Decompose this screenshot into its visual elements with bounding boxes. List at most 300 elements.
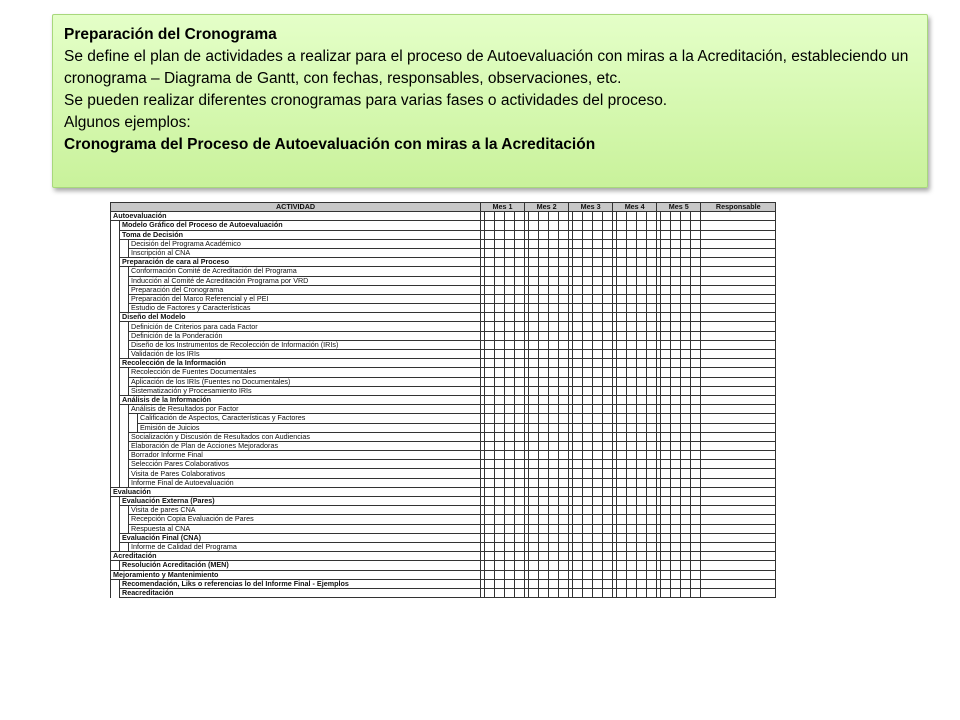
activity-row bbox=[111, 285, 776, 294]
week-cell bbox=[627, 377, 637, 386]
indent-cell bbox=[111, 542, 120, 551]
week-cell bbox=[495, 524, 505, 533]
week-cell bbox=[691, 524, 701, 533]
week-cell bbox=[529, 405, 539, 414]
week-cell bbox=[515, 230, 525, 239]
week-cell bbox=[637, 506, 647, 515]
week-cell bbox=[681, 451, 691, 460]
phases-paragraph: Se pueden realizar diferentes cronogramas para varias fases o actividades del proceso. bbox=[64, 92, 668, 109]
week-cell bbox=[593, 524, 603, 533]
week-cell bbox=[515, 368, 525, 377]
week-cell bbox=[627, 212, 637, 221]
week-cell bbox=[647, 258, 657, 267]
week-cell bbox=[627, 552, 637, 561]
week-cell bbox=[603, 423, 613, 432]
week-cell bbox=[593, 340, 603, 349]
activity-name: Inducción al Comité de Acreditación Programa por VRD bbox=[129, 276, 481, 285]
week-cell bbox=[691, 267, 701, 276]
week-cell bbox=[549, 588, 559, 597]
week-cell bbox=[637, 276, 647, 285]
indent-cell bbox=[111, 441, 120, 450]
week-cell bbox=[603, 570, 613, 579]
week-cell bbox=[681, 313, 691, 322]
week-cell bbox=[691, 497, 701, 506]
week-cell bbox=[495, 487, 505, 496]
activity-row bbox=[111, 276, 776, 285]
week-cell bbox=[593, 414, 603, 423]
week-cell bbox=[495, 533, 505, 542]
week-cell bbox=[647, 506, 657, 515]
week-cell bbox=[617, 359, 627, 368]
week-cell bbox=[559, 258, 569, 267]
week-cell bbox=[627, 487, 637, 496]
week-cell bbox=[573, 276, 583, 285]
week-cell bbox=[583, 239, 593, 248]
week-cell bbox=[617, 350, 627, 359]
week-cell bbox=[529, 561, 539, 570]
week-cell bbox=[637, 212, 647, 221]
week-cell bbox=[627, 451, 637, 460]
week-cell bbox=[515, 285, 525, 294]
week-cell bbox=[485, 313, 495, 322]
week-cell bbox=[691, 579, 701, 588]
week-cell bbox=[637, 322, 647, 331]
week-cell bbox=[627, 221, 637, 230]
week-cell bbox=[583, 570, 593, 579]
week-cell bbox=[529, 267, 539, 276]
week-cell bbox=[583, 432, 593, 441]
week-cell bbox=[573, 542, 583, 551]
week-cell bbox=[617, 313, 627, 322]
week-cell bbox=[495, 258, 505, 267]
week-cell bbox=[593, 432, 603, 441]
week-cell bbox=[505, 524, 515, 533]
gantt-table bbox=[110, 202, 776, 598]
month-header: Mes 2 bbox=[525, 203, 569, 212]
week-cell bbox=[505, 267, 515, 276]
week-cell bbox=[647, 460, 657, 469]
week-cell bbox=[485, 285, 495, 294]
week-cell bbox=[583, 340, 593, 349]
week-cell bbox=[627, 506, 637, 515]
week-cell bbox=[515, 359, 525, 368]
week-cell bbox=[617, 258, 627, 267]
week-cell bbox=[505, 212, 515, 221]
week-cell bbox=[583, 294, 593, 303]
week-cell bbox=[593, 230, 603, 239]
week-cell bbox=[661, 239, 671, 248]
week-cell bbox=[647, 552, 657, 561]
week-cell bbox=[681, 230, 691, 239]
activity-name: Preparación de cara al Proceso bbox=[120, 258, 481, 267]
activity-row bbox=[111, 451, 776, 460]
week-cell bbox=[661, 432, 671, 441]
week-cell bbox=[671, 285, 681, 294]
week-cell bbox=[583, 350, 593, 359]
week-cell bbox=[603, 588, 613, 597]
week-cell bbox=[583, 377, 593, 386]
week-cell bbox=[617, 497, 627, 506]
week-cell bbox=[539, 570, 549, 579]
responsible-cell bbox=[701, 460, 776, 469]
week-cell bbox=[573, 212, 583, 221]
responsible-cell bbox=[701, 588, 776, 597]
week-cell bbox=[603, 368, 613, 377]
week-cell bbox=[603, 533, 613, 542]
week-cell bbox=[637, 368, 647, 377]
week-cell bbox=[691, 460, 701, 469]
week-cell bbox=[681, 359, 691, 368]
week-cell bbox=[671, 451, 681, 460]
week-cell bbox=[485, 258, 495, 267]
week-cell bbox=[681, 350, 691, 359]
week-cell bbox=[691, 469, 701, 478]
week-cell bbox=[529, 294, 539, 303]
week-cell bbox=[529, 588, 539, 597]
week-cell bbox=[617, 441, 627, 450]
week-cell bbox=[661, 441, 671, 450]
week-cell bbox=[539, 221, 549, 230]
activity-row bbox=[111, 340, 776, 349]
week-cell bbox=[485, 221, 495, 230]
week-cell bbox=[637, 579, 647, 588]
week-cell bbox=[495, 340, 505, 349]
indent-cell bbox=[111, 267, 120, 276]
week-cell bbox=[515, 212, 525, 221]
week-cell bbox=[617, 460, 627, 469]
week-cell bbox=[691, 515, 701, 524]
week-cell bbox=[573, 359, 583, 368]
week-cell bbox=[691, 285, 701, 294]
week-cell bbox=[647, 469, 657, 478]
week-cell bbox=[661, 313, 671, 322]
week-cell bbox=[627, 285, 637, 294]
activity-row bbox=[111, 331, 776, 340]
week-cell bbox=[505, 423, 515, 432]
week-cell bbox=[617, 285, 627, 294]
indent-cell bbox=[120, 350, 129, 359]
week-cell bbox=[529, 230, 539, 239]
week-cell bbox=[515, 248, 525, 257]
week-cell bbox=[691, 294, 701, 303]
indent-cell bbox=[120, 304, 129, 313]
week-cell bbox=[559, 230, 569, 239]
week-cell bbox=[559, 497, 569, 506]
week-cell bbox=[627, 524, 637, 533]
indent-cell bbox=[120, 432, 129, 441]
week-cell bbox=[539, 294, 549, 303]
week-cell bbox=[539, 267, 549, 276]
week-cell bbox=[495, 552, 505, 561]
indent-cell bbox=[120, 368, 129, 377]
week-cell bbox=[647, 248, 657, 257]
indent-cell bbox=[111, 395, 120, 404]
week-cell bbox=[603, 506, 613, 515]
week-cell bbox=[661, 258, 671, 267]
activity-row bbox=[111, 506, 776, 515]
week-cell bbox=[603, 239, 613, 248]
week-cell bbox=[681, 285, 691, 294]
activity-row bbox=[111, 313, 776, 322]
week-cell bbox=[661, 533, 671, 542]
week-cell bbox=[661, 506, 671, 515]
indent-cell bbox=[111, 221, 120, 230]
week-cell bbox=[671, 340, 681, 349]
week-cell bbox=[617, 294, 627, 303]
indent-cell bbox=[111, 506, 120, 515]
week-cell bbox=[593, 561, 603, 570]
week-cell bbox=[681, 588, 691, 597]
week-cell bbox=[671, 497, 681, 506]
indent-cell bbox=[120, 331, 129, 340]
week-cell bbox=[549, 304, 559, 313]
week-cell bbox=[559, 405, 569, 414]
indent-cell bbox=[120, 285, 129, 294]
week-cell bbox=[559, 221, 569, 230]
week-cell bbox=[671, 506, 681, 515]
week-cell bbox=[617, 304, 627, 313]
week-cell bbox=[529, 515, 539, 524]
week-cell bbox=[603, 267, 613, 276]
week-cell bbox=[661, 221, 671, 230]
week-cell bbox=[637, 432, 647, 441]
week-cell bbox=[681, 239, 691, 248]
week-cell bbox=[603, 386, 613, 395]
week-cell bbox=[573, 313, 583, 322]
week-cell bbox=[529, 276, 539, 285]
week-cell bbox=[617, 487, 627, 496]
week-cell bbox=[647, 359, 657, 368]
week-cell bbox=[593, 469, 603, 478]
week-cell bbox=[495, 570, 505, 579]
week-cell bbox=[671, 331, 681, 340]
indent-cell bbox=[120, 478, 129, 487]
week-cell bbox=[647, 423, 657, 432]
week-cell bbox=[529, 386, 539, 395]
activity-name: Definición de Criterios para cada Factor bbox=[129, 322, 481, 331]
activity-row bbox=[111, 441, 776, 450]
week-cell bbox=[539, 588, 549, 597]
week-cell bbox=[617, 414, 627, 423]
week-cell bbox=[671, 212, 681, 221]
week-cell bbox=[505, 542, 515, 551]
week-cell bbox=[515, 340, 525, 349]
activity-name: Calificación de Aspectos, Características y Factores bbox=[138, 414, 481, 423]
week-cell bbox=[573, 478, 583, 487]
week-cell bbox=[485, 579, 495, 588]
week-cell bbox=[515, 552, 525, 561]
week-cell bbox=[549, 248, 559, 257]
week-cell bbox=[637, 460, 647, 469]
week-cell bbox=[637, 561, 647, 570]
responsible-cell bbox=[701, 304, 776, 313]
week-cell bbox=[529, 414, 539, 423]
week-cell bbox=[505, 350, 515, 359]
week-cell bbox=[583, 368, 593, 377]
week-cell bbox=[691, 322, 701, 331]
responsible-cell bbox=[701, 331, 776, 340]
week-cell bbox=[681, 212, 691, 221]
week-cell bbox=[671, 469, 681, 478]
week-cell bbox=[603, 359, 613, 368]
week-cell bbox=[529, 469, 539, 478]
week-cell bbox=[549, 542, 559, 551]
week-cell bbox=[529, 432, 539, 441]
indent-cell bbox=[111, 368, 120, 377]
week-cell bbox=[505, 487, 515, 496]
week-cell bbox=[691, 414, 701, 423]
week-cell bbox=[549, 533, 559, 542]
responsible-cell bbox=[701, 267, 776, 276]
week-cell bbox=[627, 386, 637, 395]
week-cell bbox=[691, 432, 701, 441]
week-cell bbox=[573, 340, 583, 349]
week-cell bbox=[681, 515, 691, 524]
week-cell bbox=[617, 579, 627, 588]
week-cell bbox=[583, 441, 593, 450]
week-cell bbox=[529, 221, 539, 230]
week-cell bbox=[637, 588, 647, 597]
week-cell bbox=[583, 221, 593, 230]
week-cell bbox=[559, 579, 569, 588]
week-cell bbox=[583, 248, 593, 257]
week-cell bbox=[583, 304, 593, 313]
indent-cell bbox=[111, 276, 120, 285]
week-cell bbox=[529, 460, 539, 469]
week-cell bbox=[681, 432, 691, 441]
week-cell bbox=[617, 322, 627, 331]
week-cell bbox=[549, 377, 559, 386]
activity-name: Recomendación, Liks o referencias lo del Informe Final - Ejemplos bbox=[120, 579, 481, 588]
week-cell bbox=[539, 304, 549, 313]
week-cell bbox=[627, 276, 637, 285]
week-cell bbox=[671, 432, 681, 441]
week-cell bbox=[671, 395, 681, 404]
week-cell bbox=[485, 340, 495, 349]
week-cell bbox=[627, 414, 637, 423]
week-cell bbox=[505, 304, 515, 313]
activity-row bbox=[111, 322, 776, 331]
week-cell bbox=[637, 248, 647, 257]
activity-name: Recepción Copia Evaluación de Pares bbox=[129, 515, 481, 524]
week-cell bbox=[515, 414, 525, 423]
week-cell bbox=[681, 524, 691, 533]
responsible-cell bbox=[701, 239, 776, 248]
week-cell bbox=[681, 368, 691, 377]
week-cell bbox=[515, 487, 525, 496]
week-cell bbox=[485, 441, 495, 450]
responsible-cell bbox=[701, 515, 776, 524]
week-cell bbox=[671, 552, 681, 561]
responsible-cell bbox=[701, 487, 776, 496]
week-cell bbox=[505, 258, 515, 267]
week-cell bbox=[603, 285, 613, 294]
week-cell bbox=[559, 515, 569, 524]
week-cell bbox=[549, 340, 559, 349]
week-cell bbox=[583, 552, 593, 561]
indent-cell bbox=[111, 340, 120, 349]
week-cell bbox=[495, 368, 505, 377]
week-cell bbox=[671, 359, 681, 368]
week-cell bbox=[515, 478, 525, 487]
week-cell bbox=[647, 294, 657, 303]
week-cell bbox=[549, 313, 559, 322]
week-cell bbox=[505, 469, 515, 478]
activity-name: Elaboración de Plan de Acciones Mejoradoras bbox=[129, 441, 481, 450]
responsible-cell bbox=[701, 542, 776, 551]
week-cell bbox=[661, 405, 671, 414]
activity-row bbox=[111, 395, 776, 404]
week-cell bbox=[529, 506, 539, 515]
week-cell bbox=[559, 294, 569, 303]
week-cell bbox=[681, 414, 691, 423]
week-cell bbox=[647, 267, 657, 276]
week-cell bbox=[549, 432, 559, 441]
indent-cell bbox=[111, 478, 120, 487]
week-cell bbox=[505, 405, 515, 414]
week-cell bbox=[485, 414, 495, 423]
week-cell bbox=[529, 359, 539, 368]
activity-name: Estudio de Factores y Características bbox=[129, 304, 481, 313]
month-header: Mes 3 bbox=[569, 203, 613, 212]
week-cell bbox=[691, 239, 701, 248]
activity-row bbox=[111, 533, 776, 542]
responsible-cell bbox=[701, 441, 776, 450]
indent-cell bbox=[111, 377, 120, 386]
week-cell bbox=[661, 248, 671, 257]
week-cell bbox=[573, 386, 583, 395]
indent-cell bbox=[120, 441, 129, 450]
week-cell bbox=[593, 248, 603, 257]
week-cell bbox=[549, 267, 559, 276]
week-cell bbox=[661, 451, 671, 460]
week-cell bbox=[485, 212, 495, 221]
week-cell bbox=[627, 331, 637, 340]
week-cell bbox=[593, 497, 603, 506]
week-cell bbox=[627, 533, 637, 542]
schedule-subtitle: Cronograma del Proceso de Autoevaluación con miras a la Acreditación bbox=[64, 136, 596, 153]
week-cell bbox=[617, 506, 627, 515]
week-cell bbox=[539, 506, 549, 515]
week-cell bbox=[529, 524, 539, 533]
responsible-cell bbox=[701, 395, 776, 404]
activity-row bbox=[111, 423, 776, 432]
week-cell bbox=[559, 451, 569, 460]
week-cell bbox=[627, 340, 637, 349]
week-cell bbox=[559, 212, 569, 221]
activity-name: Evaluación Final (CNA) bbox=[120, 533, 481, 542]
week-cell bbox=[637, 313, 647, 322]
activity-name: Recolección de Fuentes Documentales bbox=[129, 368, 481, 377]
week-cell bbox=[583, 258, 593, 267]
week-cell bbox=[529, 377, 539, 386]
week-cell bbox=[627, 313, 637, 322]
week-cell bbox=[583, 212, 593, 221]
week-cell bbox=[647, 497, 657, 506]
week-cell bbox=[617, 230, 627, 239]
week-cell bbox=[559, 331, 569, 340]
indent-cell bbox=[111, 350, 120, 359]
activity-row bbox=[111, 405, 776, 414]
week-cell bbox=[647, 276, 657, 285]
week-cell bbox=[593, 478, 603, 487]
week-cell bbox=[495, 561, 505, 570]
indent-cell bbox=[111, 386, 120, 395]
week-cell bbox=[627, 230, 637, 239]
week-cell bbox=[485, 524, 495, 533]
week-cell bbox=[647, 524, 657, 533]
week-cell bbox=[661, 497, 671, 506]
